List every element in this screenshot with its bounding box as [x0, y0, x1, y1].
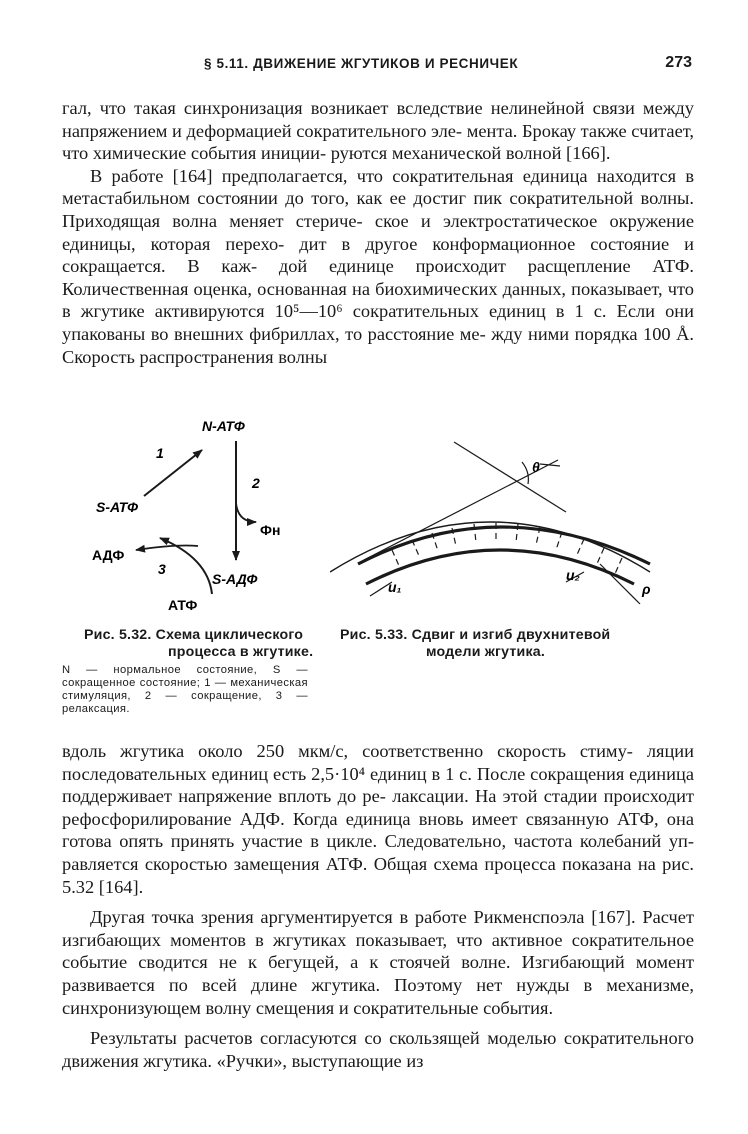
caption-532-line-1: Рис. 5.32. Схема циклического — [84, 627, 304, 643]
label-adp: АДФ — [92, 547, 125, 563]
text-line: активное сократительное событие сводится не к бегущей, а к — [62, 929, 694, 973]
figure-5-33-caption — [340, 627, 685, 661]
caption-532-line-2: процесса в жгутике. — [168, 644, 314, 660]
label-u1: u₁ — [388, 579, 402, 595]
label-arrow-3: 3 — [158, 561, 166, 577]
text-line: находится в метастабильном состоянии до того, как ее достиг — [62, 165, 695, 209]
text-line: жгутика. Поэтому нет нужды в механизме, синхронизующем — [62, 974, 695, 1018]
arrow-adp-release — [136, 546, 198, 551]
text-line: равляется скоростью замещения АТФ. Общая схема процесса — [62, 853, 563, 874]
outer-filament-thin — [330, 522, 650, 572]
figure-5-32-cycle-scheme — [62, 408, 324, 638]
cycle-diagram — [62, 408, 324, 638]
text-line: [167]. Расчет изгибающих моментов в жгутиках показывает, что — [62, 907, 694, 950]
paragraph-2 — [62, 165, 694, 368]
label-rho: ρ — [642, 581, 651, 597]
label-theta: θ — [532, 459, 540, 475]
text-line: дит в другое конформационное состояние и сокращается. В каж- — [62, 233, 694, 277]
text-line: показана на рис. 5.32 [164]. — [62, 853, 694, 897]
outer-filament — [358, 527, 650, 564]
figure-5-32-legend: N — нормальное состояние, S — сокращенное состояние; 1 — механическая стимуляция, 2 — сокращение, 3 — релаксация. — [62, 664, 308, 715]
text-line: вдоль жгутика около 250 мкм/с, соответственно скорость стиму- — [62, 741, 647, 761]
text-line: гал, что такая синхронизация возникает вследствие нелинейной — [62, 98, 593, 118]
text-line: принять участие в цикле. Следовательно, частота колебаний уп- — [170, 831, 694, 852]
label-s-atp: S-АТФ — [96, 499, 138, 515]
paragraph-5 — [62, 1027, 694, 1072]
chord-line — [364, 460, 558, 560]
bend-model-diagram — [330, 432, 670, 616]
text-line: дой единице происходит расщепление АТФ. Количественная — [62, 256, 694, 299]
text-line: Другая точка зрения аргументируется в работе Рикменспоэла — [90, 907, 592, 928]
arrow-stimulation — [144, 450, 202, 496]
page-header — [62, 50, 694, 76]
text-line: волну смещения и сократительные события. — [205, 997, 554, 1018]
label-u2: u₂ — [566, 567, 580, 583]
text-line: оценка, основанная на биохимических данных, показывает, что — [193, 278, 694, 299]
inner-filament — [366, 550, 634, 584]
text-line: мента. Брокау также считает, что химические события иниции- — [62, 120, 694, 164]
caption-533-line-2: модели жгутика. — [426, 644, 545, 660]
label-phosphate: Фн — [260, 522, 281, 538]
text-line: Результаты расчетов согласуются со скользящей моделью — [90, 1028, 564, 1049]
caption-533-line-1: Рис. 5.33. Сдвиг и изгиб двухнитевой — [340, 627, 611, 643]
text-line: сокращения единица поддерживает напряжение вплоть до ре- — [62, 763, 694, 807]
text-line: в жгутике активируются 10⁵—10⁶ сократительных единиц в 1 с. — [62, 301, 617, 322]
text-line: ское и электростатическое окружение единицы, которая перехо- — [62, 210, 694, 254]
text-line: руются механической волной [166]. — [330, 143, 611, 164]
text-line: сократительного движения жгутика. «Ручки», выступающие из — [62, 1028, 694, 1071]
text-line: связи между напряжением и деформацией сократительного эле- — [62, 98, 694, 141]
text-line: лаксации. На этой стадии происходит рефосфорилирование АДФ. — [62, 786, 694, 829]
text-line: жду ними порядка 100 Å. Скорость распространения волны — [62, 323, 694, 367]
text-block-top — [62, 97, 694, 368]
text-block-bottom — [62, 740, 694, 1072]
label-n-atp: N-АТФ — [202, 418, 245, 434]
paragraph-3 — [62, 740, 694, 898]
label-atp: АТФ — [168, 597, 198, 613]
paragraph-1 — [62, 97, 694, 165]
text-line: Когда единица вновь имеет связанную АТФ, она готова опять — [62, 808, 694, 852]
figure-5-32-caption — [84, 627, 324, 661]
page-number: 273 — [665, 54, 692, 71]
text-line: Если они упакованы во внешних фибриллах, то расстояние ме- — [62, 301, 694, 344]
label-arrow-1: 1 — [156, 445, 164, 461]
tangent-line — [454, 442, 566, 512]
text-line: пик сократительной волны. Приходящая волна меняет стериче- — [62, 188, 695, 231]
label-s-adp: S-АДФ — [212, 571, 258, 587]
running-head: § 5.11. ДВИЖЕНИЕ ЖГУТИКОВ И РЕСНИЧЕК — [204, 56, 519, 71]
text-line: ляции последовательных единиц есть 2,5·10⁴ единиц в 1 с. После — [62, 741, 694, 784]
figure-5-33-bend-model — [330, 432, 670, 616]
theta-arc — [522, 462, 528, 484]
text-line: стоячей волне. Изгибающий момент развивается по всей длине — [62, 952, 694, 995]
label-arrow-2: 2 — [252, 475, 260, 491]
arrow-phosphate-release — [236, 503, 256, 522]
text-line: В работе [164] предполагается, что сократительная единица — [90, 165, 597, 186]
paragraph-4 — [62, 906, 694, 1019]
